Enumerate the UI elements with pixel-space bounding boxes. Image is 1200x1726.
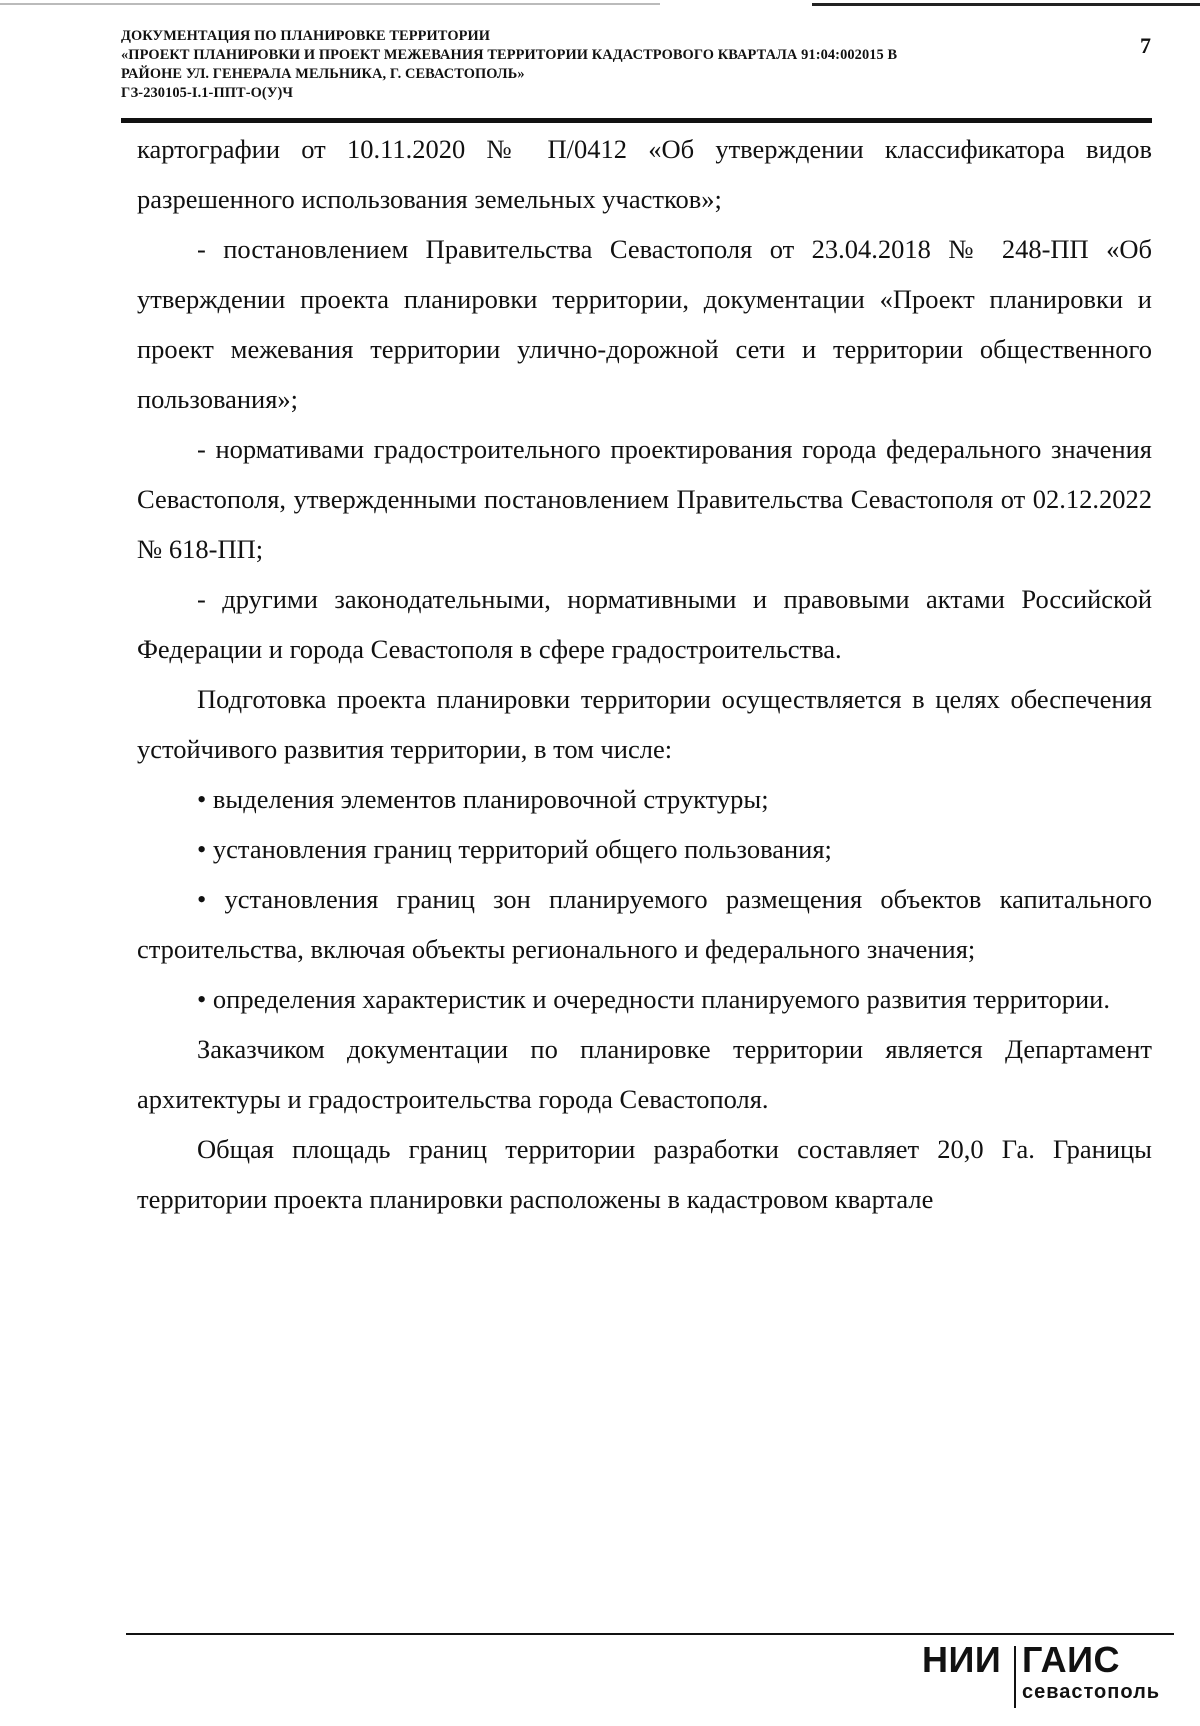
paragraph: Общая площадь границ территории разработки составляет 20,0 Га. Границы территории проекта планировки расположены в кадастровом квартале — [137, 1134, 1152, 1214]
header-line-1: ДОКУМЕНТАЦИЯ ПО ПЛАНИРОВКЕ ТЕРРИТОРИИ — [121, 28, 491, 44]
paragraph: картографии от 10.11.2020 № П/0412 «Об утверждении классификатора видов разрешенного использования земельных участков»; — [137, 134, 1152, 214]
footer-divider — [126, 1633, 1174, 1635]
logo-gais-text: ГАИС — [1022, 1639, 1121, 1680]
paragraph: Заказчиком документации по планировке территории является Департамент архитектуры и градостроительства города Севастополя. — [137, 1034, 1152, 1114]
document-header — [121, 27, 1081, 103]
paragraph: - другими законодательными, нормативными и правовыми актами Российской Федерации и города Севастополя в сфере градостроительства. — [137, 584, 1152, 664]
bullet-item: • определения характеристик и очередности планируемого развития территории. — [197, 984, 1110, 1014]
paragraph: - постановлением Правительства Севастополя от 23.04.2018 № 248-ПП «Об утверждении проекта планировки территории, документации «Проект планировки и проект межевания территории улично-дорожной сети и территории общественного пользования»; — [137, 234, 1152, 414]
header-line-3: РАЙОНЕ УЛ. ГЕНЕРАЛА МЕЛЬНИКА, Г. СЕВАСТОПОЛЬ» — [121, 66, 525, 82]
paragraph: - нормативами градостроительного проектирования города федерального значения Севастополя, утвержденными постановлением Правительства Севастополя от 02.12.2022 № 618-ПП; — [137, 434, 1152, 564]
logo-nii-text: НИИ — [922, 1639, 1002, 1680]
bullet-item: • выделения элементов планировочной структуры; — [197, 784, 769, 814]
bullet-item: • установления границ зон планируемого размещения объектов капитального строительства, включая объекты регионального и федерального значения; — [137, 884, 1152, 964]
nii-gais-logo — [922, 1640, 1162, 1720]
header-divider — [121, 118, 1152, 123]
scan-edge-line-dark — [812, 3, 1200, 6]
logo-subtitle: севастополь — [1022, 1681, 1161, 1703]
logo-separator — [1014, 1646, 1016, 1708]
scan-edge-line — [0, 3, 660, 5]
document-body — [137, 124, 1152, 1224]
page-number: 7 — [1140, 33, 1151, 58]
header-line-2: «ПРОЕКТ ПЛАНИРОВКИ И ПРОЕКТ МЕЖЕВАНИЯ ТЕРРИТОРИИ КАДАСТРОВОГО КВАРТАЛА 91:04:002015 В — [121, 47, 898, 63]
paragraph: Подготовка проекта планировки территории осуществляется в целях обеспечения устойчивого развития территории, в том числе: — [137, 684, 1152, 764]
header-line-4: ГЗ-230105-I.1-ППТ-О(У)Ч — [121, 85, 294, 101]
bullet-item: • установления границ территорий общего пользования; — [197, 834, 832, 864]
